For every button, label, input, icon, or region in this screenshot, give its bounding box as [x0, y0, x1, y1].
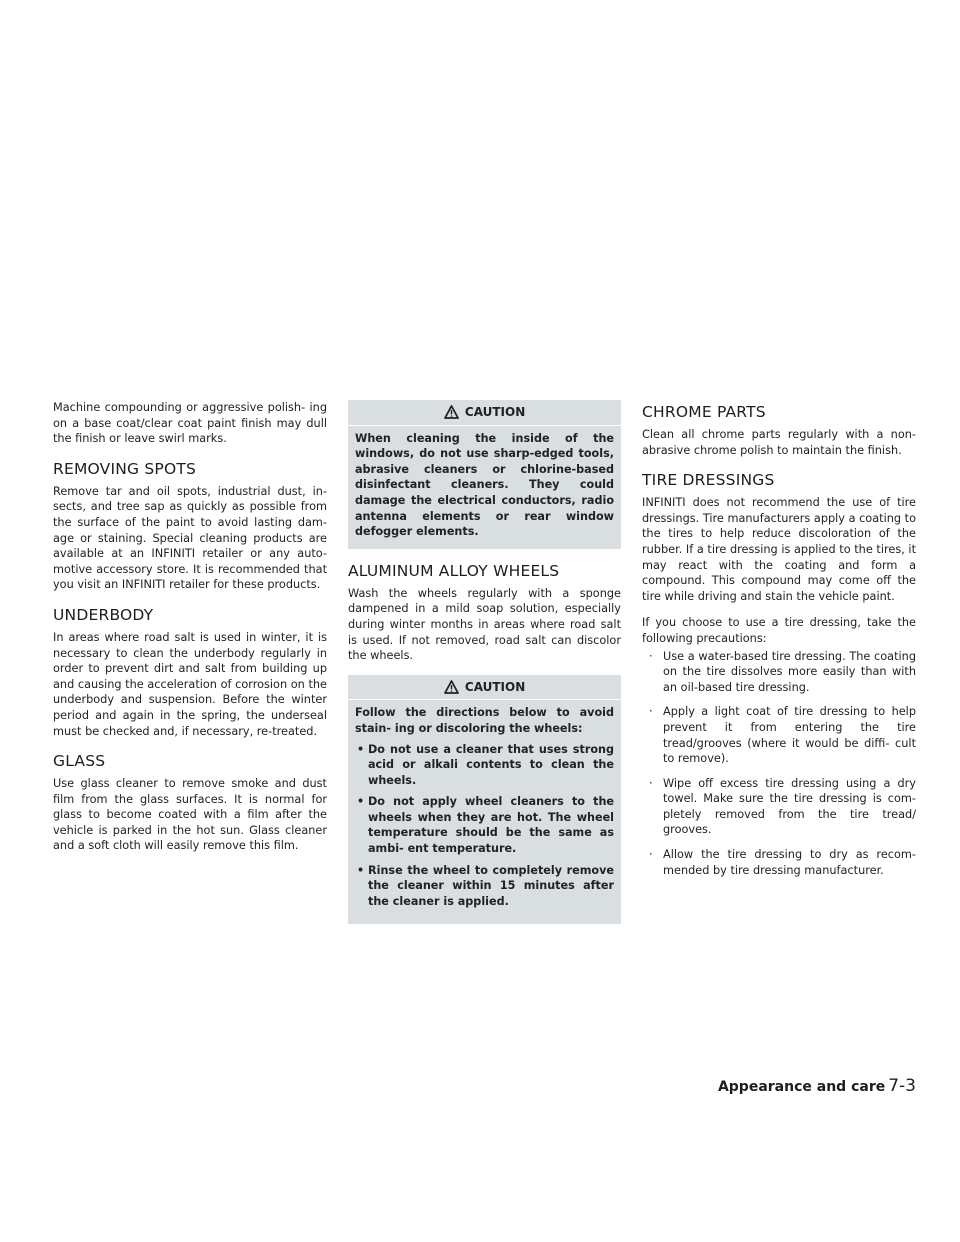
column-left: [53, 400, 327, 865]
chrome-parts-heading: CHROME PARTS: [642, 403, 766, 421]
tire-dressings-heading: TIRE DRESSINGS: [642, 471, 775, 490]
chrome-parts-paragraph: Clean all chrome parts regularly with a non- abrasive chrome polish to maintain the finish.: [642, 428, 916, 457]
removing-spots-heading: REMOVING SPOTS: [53, 459, 197, 478]
caution-wheels-intro: Follow the directions below to avoid stain- ing or discoloring the wheels:: [355, 706, 614, 735]
caution-list-item: • Do not apply wheel cleaners to the wheels when they are hot. The wheel temperature should be the same as ambi- ent temperature.: [355, 794, 614, 856]
removing-spots-paragraph: Remove tar and oil spots, industrial dust, in- sects, and tree sap as quickly as possible from the surface of the paint to avoid lasting dam- age or staining. Special cleaning products are available at an INFINITI retailer or any auto- motive accessory store. It is recommended that you visit an INFINITI retailer for these products.: [53, 484, 327, 592]
caution-list-item: • Do not use a cleaner that uses strong acid or alkali contents to clean the wheels.: [355, 742, 614, 789]
tire-dressings-precautions-intro: If you choose to use a tire dressing, take the following precautions:: [642, 616, 916, 645]
caution-box-windows: [348, 400, 621, 549]
precaution-item: · Wipe off excess tire dressing using a dry towel. Make sure the tire dressing is com- pletely removed from the tire tread/ grooves.: [642, 776, 916, 838]
intro-paragraph: Machine compounding or aggressive polish- ing on a base coat/clear coat paint finish may dull the finish or leave swirl marks.: [53, 401, 327, 446]
warning-triangle-icon: [444, 680, 459, 694]
warning-triangle-icon: [444, 405, 459, 419]
caution-label: CAUTION: [464, 679, 526, 694]
glass-heading: GLASS: [53, 752, 106, 771]
column-right: [642, 400, 916, 887]
caution-windows-text: When cleaning the inside of the windows, do not use sharp-edged tools, abrasive cleaners or chlorine-based disinfectant cleaners. They could damage the electrical conductors, radio antenna elements or rear window defogger elements.: [355, 431, 614, 539]
precaution-item: · Allow the tire dressing to dry as recom- mended by tire dressing manufacturer.: [642, 847, 916, 878]
underbody-paragraph: In areas where road salt is used in winter, it is necessary to clean the underbody regularly in order to prevent dirt and salt from building up and causing the acceleration of corrosion on the underbody and suspension. Before the winter period and again in the spring, the underseal must be checked and, if necessary, re-treated.: [53, 630, 327, 738]
section-title: Appearance and care: [717, 1079, 886, 1095]
aluminum-wheels-paragraph: Wash the wheels regularly with a sponge dampened in a mild soap solution, especially during winter months in areas where road salt is used. If not removed, road salt can discolor the wheels.: [348, 586, 621, 663]
page-footer: [718, 1076, 916, 1096]
tire-dressings-paragraph: INFINITI does not recommend the use of tire dressings. Tire manufacturers apply a coating to the tires to help reduce discoloration of the rubber. If a tire dressing is applied to the tires, it may react with the coating and form a compound. This compound may come off the tire while driving and stain the vehicle paint.: [642, 496, 916, 603]
glass-paragraph: Use glass cleaner to remove smoke and dust film from the glass surfaces. It is normal for glass to become coated with a film after the vehicle is parked in the hot sun. Glass cleaner and a soft cloth will easily remove this film.: [53, 777, 327, 853]
page-number: 7-3: [888, 1076, 916, 1096]
caution-box-wheels: [348, 675, 621, 925]
precautions-list: [642, 649, 916, 879]
precaution-item: · Apply a light coat of tire dressing to help prevent it from entering the tire tread/grooves (where it would be diffi- cult to remove).: [642, 704, 916, 766]
underbody-heading: UNDERBODY: [53, 605, 154, 624]
column-middle: [348, 400, 621, 934]
aluminum-wheels-heading: ALUMINUM ALLOY WHEELS: [348, 561, 560, 580]
caution-label: CAUTION: [464, 405, 526, 419]
caution-list-item: • Rinse the wheel to completely remove the cleaner within 15 minutes after the cleaner is applied.: [355, 863, 614, 910]
precaution-item: · Use a water-based tire dressing. The coating on the tire dissolves more easily than with an oil-based tire dressing.: [642, 649, 916, 696]
caution-header: [348, 675, 621, 701]
caution-wheels-list: [355, 742, 614, 910]
caution-header: [348, 400, 621, 426]
